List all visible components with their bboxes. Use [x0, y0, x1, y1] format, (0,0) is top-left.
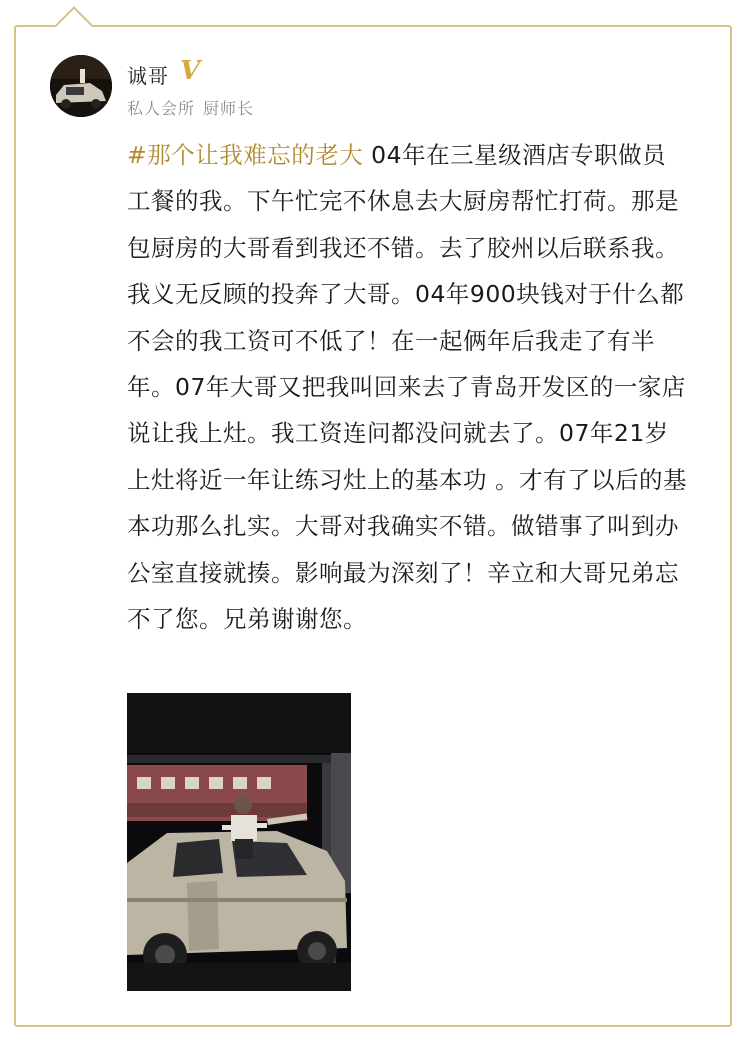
- post-body: 04年在三星级酒店专职做员工餐的我。下午忙完不休息去大厨房帮忙打荷。那是包厨房的大哥看到我还不错。去了胶州以后联系我。我义无反顾的投奔了大哥。04年900块钱对于什么都不会的我工资可不低了！在一起俩年后我走了有半年。07年大哥又把我叫回来去了青岛开发区的一家店说让我上灶。我工资连问都没问就去了。07年21岁上灶将近一年让练习灶上的基本功 。才有了以后的基本功那么扎实。大哥对我确实不错。做错事了叫到办公室直接就揍。影响最为深刻了！辛立和大哥兄弟忘不了您。兄弟谢谢您。: [127, 141, 687, 634]
- hashtag-link[interactable]: #那个让我难忘的老大: [127, 141, 364, 169]
- post-text: [127, 132, 687, 642]
- subtitle-role: 厨师长: [203, 99, 255, 118]
- subtitle-org: 私人会所: [127, 99, 196, 118]
- avatar[interactable]: [50, 55, 112, 117]
- post-photo[interactable]: [127, 693, 351, 991]
- user-subtitle: [127, 96, 254, 119]
- verified-badge-icon: V: [180, 56, 201, 86]
- photo-image: [127, 693, 351, 991]
- username[interactable]: 诚哥: [127, 64, 169, 88]
- avatar-image: [50, 55, 112, 117]
